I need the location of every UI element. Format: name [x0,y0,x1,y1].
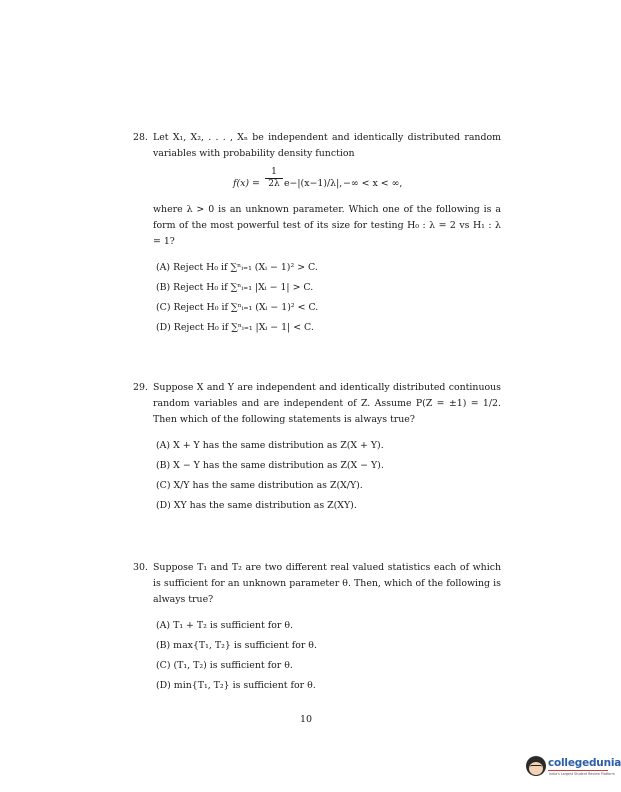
question-28 [133,130,501,338]
fraction-denominator: 2λ [265,178,283,190]
question-30 [133,560,501,696]
collegedunia-logo[interactable] [524,755,621,785]
option-b: (B) X − Y has the same distribution as Z(X − Y). [156,460,384,471]
option-c: (C) X/Y has the same distribution as Z(X/Y). [156,480,363,491]
options-list [156,436,501,516]
option-c: (C) (T₁, T₂) is sufficient for θ. [156,660,293,671]
formula-range: −∞ < x < ∞, [343,178,403,189]
formula-fraction [265,167,283,190]
mascot-icon [526,756,546,776]
question-29 [133,380,501,516]
option-c: (C) Reject H₀ if ∑ⁿᵢ₌₁ (Xᵢ − 1)² < C. [156,302,319,313]
logo-tagline: India's Largest Student Review Platform [549,772,615,776]
options-list [156,258,501,338]
page-number: 10 [299,714,313,725]
option-d: (D) XY has the same distribution as Z(XY). [156,500,357,511]
fraction-numerator: 1 [271,167,277,177]
question-stem: Suppose T₁ and T₂ are two different real valued statistics each of which is sufficient for an unknown parameter θ. Then, which of the following is always true? [153,562,501,605]
logo-divider [548,770,608,771]
option-b: (B) Reject H₀ if ∑ⁿᵢ₌₁ |Xᵢ − 1| > C. [156,282,314,293]
density-formula [153,166,501,198]
formula-lhs: f(x) = [233,178,260,189]
question-stem-continued: where λ > 0 is an unknown parameter. Which one of the following is a form of the most powerful test of its size for testing H₀ : λ = 2 vs H₁ : λ = 1? [153,204,501,247]
logo-brand: collegedunia [548,757,621,769]
question-number: 29. [133,382,148,393]
formula-exponential: e−|(x−1)/λ|, [284,178,343,189]
option-d: (D) min{T₁, T₂} is sufficient for θ. [156,680,316,691]
question-stem: Suppose X and Y are independent and identically distributed continuous random variables and are independent of Z. Assume P(Z = ±1) = 1/2. Then which of the following statements is always true? [153,382,501,425]
question-stem: Let X₁, X₂, . . . , Xₙ be independent and identically distributed random variables with probability density function [153,132,501,159]
option-a: (A) Reject H₀ if ∑ⁿᵢ₌₁ (Xᵢ − 1)² > C. [156,262,318,273]
question-number: 30. [133,562,148,573]
option-b: (B) max{T₁, T₂} is sufficient for θ. [156,640,317,651]
question-number: 28. [133,132,148,143]
option-d: (D) Reject H₀ if ∑ⁿᵢ₌₁ |Xᵢ − 1| < C. [156,322,314,333]
option-a: (A) T₁ + T₂ is sufficient for θ. [156,620,293,631]
options-list [156,616,501,696]
option-a: (A) X + Y has the same distribution as Z(X + Y). [156,440,384,451]
